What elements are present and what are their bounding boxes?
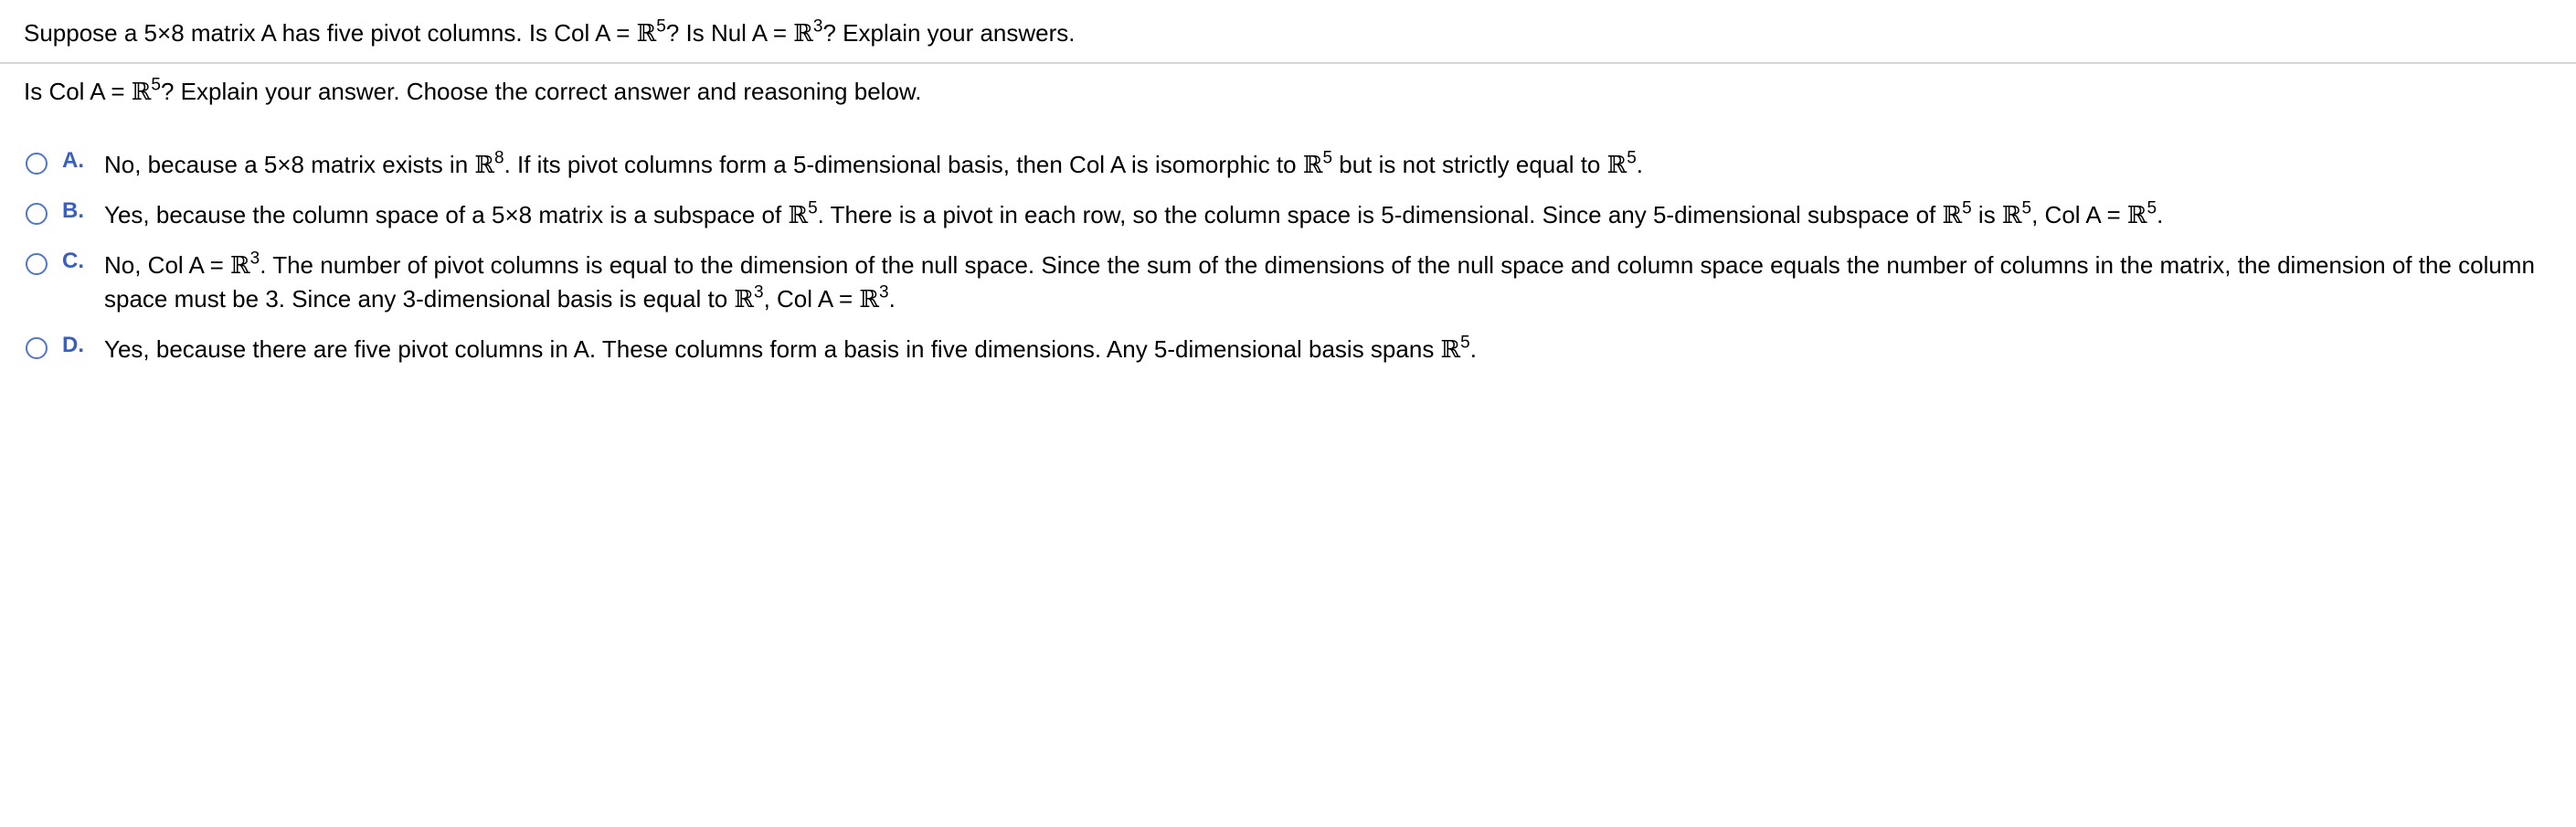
equals-symbol: =: [203, 251, 231, 279]
exponent: 5: [1460, 333, 1470, 353]
choice-letter-d: D.: [62, 333, 84, 357]
choice-text-a[interactable]: [104, 148, 2564, 182]
choice-text-b[interactable]: [104, 198, 2564, 232]
real-numbers-symbol: ℝ: [1942, 202, 1963, 229]
real-numbers-symbol: ℝ: [474, 152, 494, 179]
choice-d[interactable]: [24, 333, 2564, 366]
choice-text: . There is a pivot in each row, so the column space is 5-dimensional. Since any 5-dimensional subspace of: [817, 201, 1943, 228]
choice-text: . If its pivot columns form a 5-dimensional basis, then Col A is isomorphic to: [504, 151, 1303, 178]
header-text: ? Is Nul A: [665, 19, 767, 47]
choice-text: but is not strictly equal to: [1332, 151, 1607, 178]
answer-choices: [24, 148, 2564, 383]
choice-letter-a: A.: [62, 148, 84, 173]
radio-button-d[interactable]: [26, 337, 48, 359]
real-numbers-symbol: ℝ: [2126, 202, 2147, 229]
header-text: Suppose a 5: [24, 19, 158, 47]
real-numbers-symbol: ℝ: [788, 202, 809, 229]
times-symbol: ×: [504, 201, 519, 228]
times-symbol: ×: [157, 19, 172, 47]
real-numbers-symbol: ℝ: [793, 20, 813, 48]
choice-text: .: [888, 285, 896, 313]
header-text: ? Explain your answers.: [822, 19, 1076, 47]
choice-text: 8 matrix is a subspace of: [518, 201, 789, 228]
exponent: 3: [754, 282, 764, 302]
real-numbers-symbol: ℝ: [859, 286, 879, 313]
exponent: 5: [1322, 148, 1333, 168]
header-divider: [0, 62, 2576, 64]
choice-text: is: [1971, 201, 2002, 228]
equals-symbol: =: [2100, 201, 2127, 228]
choice-text: .: [1636, 151, 1644, 178]
times-symbol: ×: [277, 151, 292, 178]
real-numbers-symbol: ℝ: [1302, 152, 1323, 179]
choice-text: No, Col A: [104, 251, 204, 279]
real-numbers-symbol: ℝ: [734, 286, 754, 313]
choice-text: .: [2157, 201, 2164, 228]
exponent: 3: [249, 249, 260, 269]
real-numbers-symbol: ℝ: [131, 79, 152, 106]
real-numbers-symbol: ℝ: [636, 20, 657, 48]
choice-text-d[interactable]: [104, 333, 2564, 366]
exponent: 5: [656, 16, 666, 37]
prompt-text: Is Col A: [24, 78, 105, 105]
exponent: 5: [808, 198, 818, 218]
choice-b[interactable]: [24, 198, 2564, 232]
equals-symbol: =: [832, 285, 860, 313]
exponent: 8: [493, 148, 504, 168]
choice-text: . The number of pivot columns is equal to the dimension of the null space. Since the sum of the dimensions of the null space and column space equals the number of columns in the matrix, the dimension of the column space must be 3. Since any 3-dimensional basis is equal to: [104, 251, 2535, 313]
choice-text: Yes, because the column space of a 5: [104, 201, 505, 228]
exponent: 5: [2021, 198, 2032, 218]
equals-symbol: =: [766, 19, 794, 47]
choice-text: , Col A: [2031, 201, 2101, 228]
real-numbers-symbol: ℝ: [1606, 152, 1627, 179]
exponent: 5: [1627, 148, 1637, 168]
choice-text: Yes, because there are five pivot columns in A. These columns form a basis in five dimensions. Any 5-dimensional basis spans: [104, 335, 1441, 363]
real-numbers-symbol: ℝ: [2001, 202, 2022, 229]
exponent: 3: [812, 16, 823, 37]
real-numbers-symbol: ℝ: [230, 252, 250, 280]
choice-letter-b: B.: [62, 198, 84, 223]
equals-symbol: =: [609, 19, 637, 47]
choice-c[interactable]: [24, 249, 2564, 316]
choice-text: , Col A: [763, 285, 832, 313]
exponent: 5: [151, 75, 161, 95]
choice-a[interactable]: [24, 148, 2564, 182]
equals-symbol: =: [104, 78, 132, 105]
choice-text-c[interactable]: [104, 249, 2564, 316]
exponent: 5: [2147, 198, 2157, 218]
choice-letter-c: C.: [62, 249, 84, 273]
question-header: [24, 16, 1076, 50]
radio-button-a[interactable]: [26, 153, 48, 175]
header-text: 8 matrix A has five pivot columns. Is Col A: [171, 19, 610, 47]
choice-text: 8 matrix exists in: [291, 151, 475, 178]
prompt-text: ? Explain your answer. Choose the correct answer and reasoning below.: [160, 78, 922, 105]
exponent: 3: [878, 282, 889, 302]
real-numbers-symbol: ℝ: [1440, 336, 1461, 364]
choice-text: No, because a 5: [104, 151, 278, 178]
radio-button-c[interactable]: [26, 253, 48, 275]
choice-text: .: [1469, 335, 1477, 363]
exponent: 5: [1962, 198, 1972, 218]
radio-button-b[interactable]: [26, 203, 48, 225]
question-prompt: [24, 75, 921, 109]
